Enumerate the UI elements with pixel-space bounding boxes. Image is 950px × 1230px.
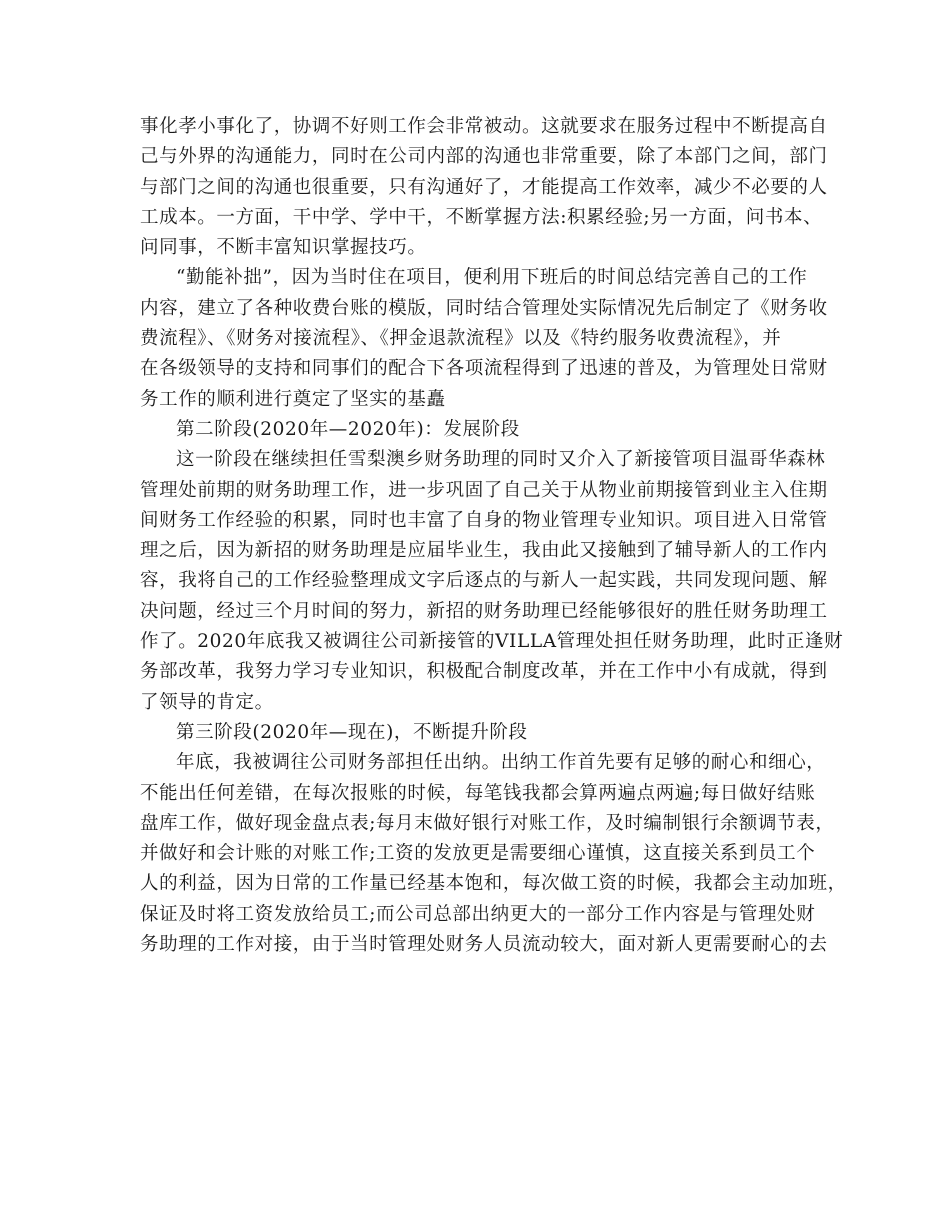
document-body — [140, 112, 847, 960]
text-line: 盘库工作，做好现金盘点表;每月末做好银行对账工作，及时编制银行余额调节表， — [140, 812, 835, 834]
text-line: 间财务工作经验的积累，同时也丰富了自身的物业管理专业知识。项目进入日常管 — [140, 509, 828, 531]
text-line: 管理处前期的财务助理工作，进一步巩固了自己关于从物业前期接管到业主入住期 — [140, 479, 828, 501]
text-line: 这一阶段在继续担任雪梨澳乡财务助理的同时又介入了新接管项目温哥华森林 — [176, 449, 826, 471]
text-line: 工成本。一方面，干中学、学中干，不断掌握方法:积累经验;另一方面，问书本、 — [140, 206, 823, 228]
text-line: 容，我将自己的工作经验整理成文字后逐点的与新人一起实践，共同发现问题、解 — [140, 570, 828, 592]
text-line: 务部改革，我努力学习专业知识，积极配合制度改革，并在工作中小有成就，得到 — [140, 661, 828, 683]
text-line: 第二阶段(2020年—2020年)：发展阶段 — [176, 418, 520, 440]
text-line: 务助理的工作对接，由于当时管理处财务人员流动较大，面对新人更需要耐心的去 — [140, 934, 828, 956]
text-line: 事化孝小事化了，协调不好则工作会非常被动。这就要求在服务过程中不断提高自 — [140, 116, 828, 137]
text-line: 内容，建立了各种收费台账的模版，同时结合管理处实际情况先后制定了《财务收 — [140, 297, 828, 319]
text-line: 费流程》、《财务对接流程》、《押金退款流程》以及《特约服务收费流程》，并 — [140, 328, 782, 350]
text-line: 己与外界的沟通能力，同时在公司内部的沟通也非常重要，除了本部门之间，部门 — [140, 146, 828, 168]
text-line: 并做好和会计账的对账工作;工资的发放更是需要细心谨慎，这直接关系到员工个 — [140, 843, 816, 865]
text-line: 年底，我被调往公司财务部担任出纳。出纳工作首先要有足够的耐心和细心， — [176, 752, 826, 774]
text-line: 与部门之间的沟通也很重要，只有沟通好了，才能提高工作效率，减少不必要的人 — [140, 176, 828, 198]
text-line: “勤能补拙”，因为当时住在项目，便利用下班后的时间总结完善自己的工作 — [176, 267, 808, 289]
text-line: 问同事，不断丰富知识掌握技巧。 — [140, 237, 427, 259]
text-line: 第三阶段(2020年—现在)，不断提升阶段 — [176, 721, 528, 743]
text-line: 务工作的顺利进行奠定了坚实的基矗 — [140, 388, 446, 410]
text-line: 决问题，经过三个月时间的努力，新招的财务助理已经能够很好的胜任财务助理工 — [140, 600, 828, 622]
text-line: 保证及时将工资发放给员工;而公司总部出纳更大的一部分工作内容是与管理处财 — [140, 903, 816, 925]
text-line: 人的利益，因为日常的工作量已经基本饱和，每次做工资的时候，我都会主动加班， — [140, 873, 847, 895]
text-line: 了领导的肯定。 — [140, 691, 274, 713]
text-line: 作了。2020年底我又被调往公司新接管的VILLA管理处担任财务助理，此时正逢财 — [140, 631, 844, 653]
text-line: 在各级领导的支持和同事们的配合下各项流程得到了迅速的普及，为管理处日常财 — [140, 358, 828, 380]
text-line: 不能出任何差错，在每次报账的时候，每笔钱我都会算两遍点两遍;每日做好结账 — [140, 782, 816, 804]
text-line: 理之后，因为新招的财务助理是应届毕业生，我由此又接触到了辅导新人的工作内 — [140, 540, 828, 562]
